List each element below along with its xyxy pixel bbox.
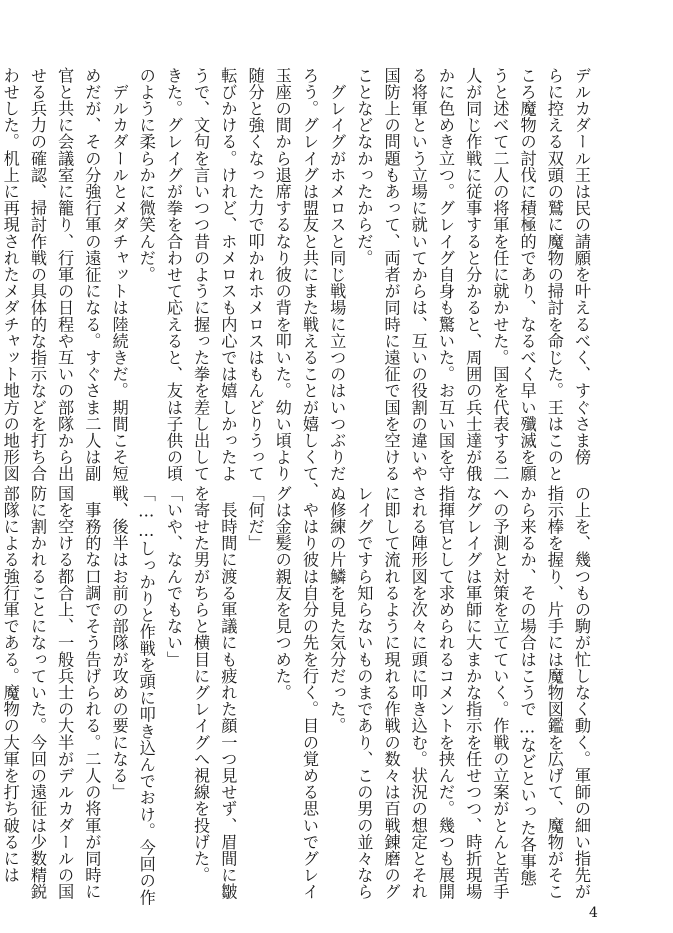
text-line: らに控える双頭の鷲に魔物の掃討を命じた。王はこのと (544, 67, 564, 482)
text-line: 転びかける。けれど、ホメロスも内心では嬉しかったよ (218, 67, 238, 482)
text-line: 戦、後半はお前の部隊が攻めの要になる」 (109, 485, 129, 801)
top-text-block (0, 67, 595, 499)
text-line: 「何だ」 (245, 485, 265, 552)
text-line: に即して流れるように現れる作戦の数々は百戦錬磨のグ (381, 485, 401, 900)
text-line: を寄せた男がちらと横目にグレイグへ視線を投げた。 (191, 485, 211, 884)
text-line: なグレイグは軍師に大まかな指示を任せつつ、時折現場 (463, 485, 483, 900)
text-line: 国防上の問題もあって、両者が同時に遠征で国を空ける (381, 67, 401, 482)
text-line: から来るか、その場合はこうで…などといった各事態 (517, 485, 537, 887)
text-line: うで、文句を言いつつ昔のように握った拳を差し出して (191, 67, 211, 482)
text-line: レイグですら知らないものまであり、この男の並々なら (354, 485, 374, 900)
page-number: 4 (589, 905, 598, 921)
text-line: ろう。グレイグは盟友と共にまた戦えることが嬉しくて、 (299, 67, 319, 499)
text-line: 「……しっかりと作戦を頭に叩き込んでおけ。今回の作 (136, 485, 156, 906)
text-line: きた。グレイグが拳を合わせて応えると、友は子供の頃 (163, 67, 183, 482)
text-line: ぬ修練の片鱗を見た気分だった。 (327, 485, 347, 734)
text-line: る将軍という立場に就いてからは、互いの役割の違いや (408, 67, 428, 482)
text-line: への予測と対策を立てていく。作戦の立案がとんと苦手 (490, 485, 510, 900)
text-line: の上を、幾つもの駒が忙しなく動く。軍師の細い指先が (572, 485, 591, 900)
text-line: 事務的な口調でそう告げられる。二人の将軍が同時に (82, 485, 102, 900)
bottom-text-block (0, 485, 595, 906)
text-line: 「いや、なんでもない」 (163, 485, 183, 668)
text-line: 指揮官として求められるコメントを挟んだ。幾つも展開 (435, 485, 455, 900)
text-line: される陣形図を次々に頭に叩き込む。状況の想定とそれ (408, 485, 428, 900)
text-line: ことなどなかったからだ。 (354, 67, 374, 267)
text-line: 官と共に会議室に籠り、行軍の日程や互いの部隊から出 (55, 67, 75, 482)
text-line: デルカダール王は民の請願を叶えるべく、すぐさま傍 (572, 67, 591, 466)
text-line: ころ魔物の討伐に積極的であり、なるべく早い殲滅を願 (517, 67, 537, 482)
text-line: やはり彼は自分の先を行く。目の覚める思いでグレイ (299, 485, 319, 900)
text-line: かに色めき立つ。グレイグ自身も驚いた。お互い国を守 (435, 67, 455, 482)
text-line: 防に割かれることになっていた。今回の遠征は少数精鋭 (27, 485, 47, 900)
text-line: 玉座の間から退席するなり彼の背を叩いた。幼い頃より (272, 67, 292, 482)
text-line: デルカダールとメダチャットは陸続きだ。期間こそ短 (109, 67, 129, 482)
text-line: せる兵力の確認、掃討作戦の具体的な指示などを打ち合 (27, 67, 47, 482)
text-line: めだが、その分強行軍の遠征になる。すぐさま二人は副 (82, 67, 102, 482)
text-line: 国を空ける都合上、一般兵士の大半がデルカダールの国 (55, 485, 75, 900)
text-line: 長時間に渡る軍議にも疲れた顔一つ見せず、眉間に皺 (218, 485, 238, 900)
text-line: 人が同じ作戦に従事すると分かると、周囲の兵士達が俄 (463, 67, 483, 482)
text-line: 随分と強くなった力で叩かれホメロスはもんどりうって (245, 67, 265, 482)
text-line: うと述べて二人の将軍を任に就かせた。国を代表する二 (490, 67, 510, 482)
text-line: グレイグがホメロスと同じ戦場に立つのはいつぶりだ (327, 67, 347, 482)
text-line: 指示棒を握り、片手には魔物図鑑を広げて、魔物がそこ (544, 485, 564, 900)
text-line: 部隊による強行軍である。魔物の大軍を打ち破るには (0, 485, 20, 884)
text-line: のように柔らかに微笑んだ。 (136, 67, 156, 283)
text-line: わせした。机上に再現されたメダチャット地方の地形図 (0, 67, 20, 482)
text-line: グは金髪の親友を見つめた。 (272, 485, 292, 701)
